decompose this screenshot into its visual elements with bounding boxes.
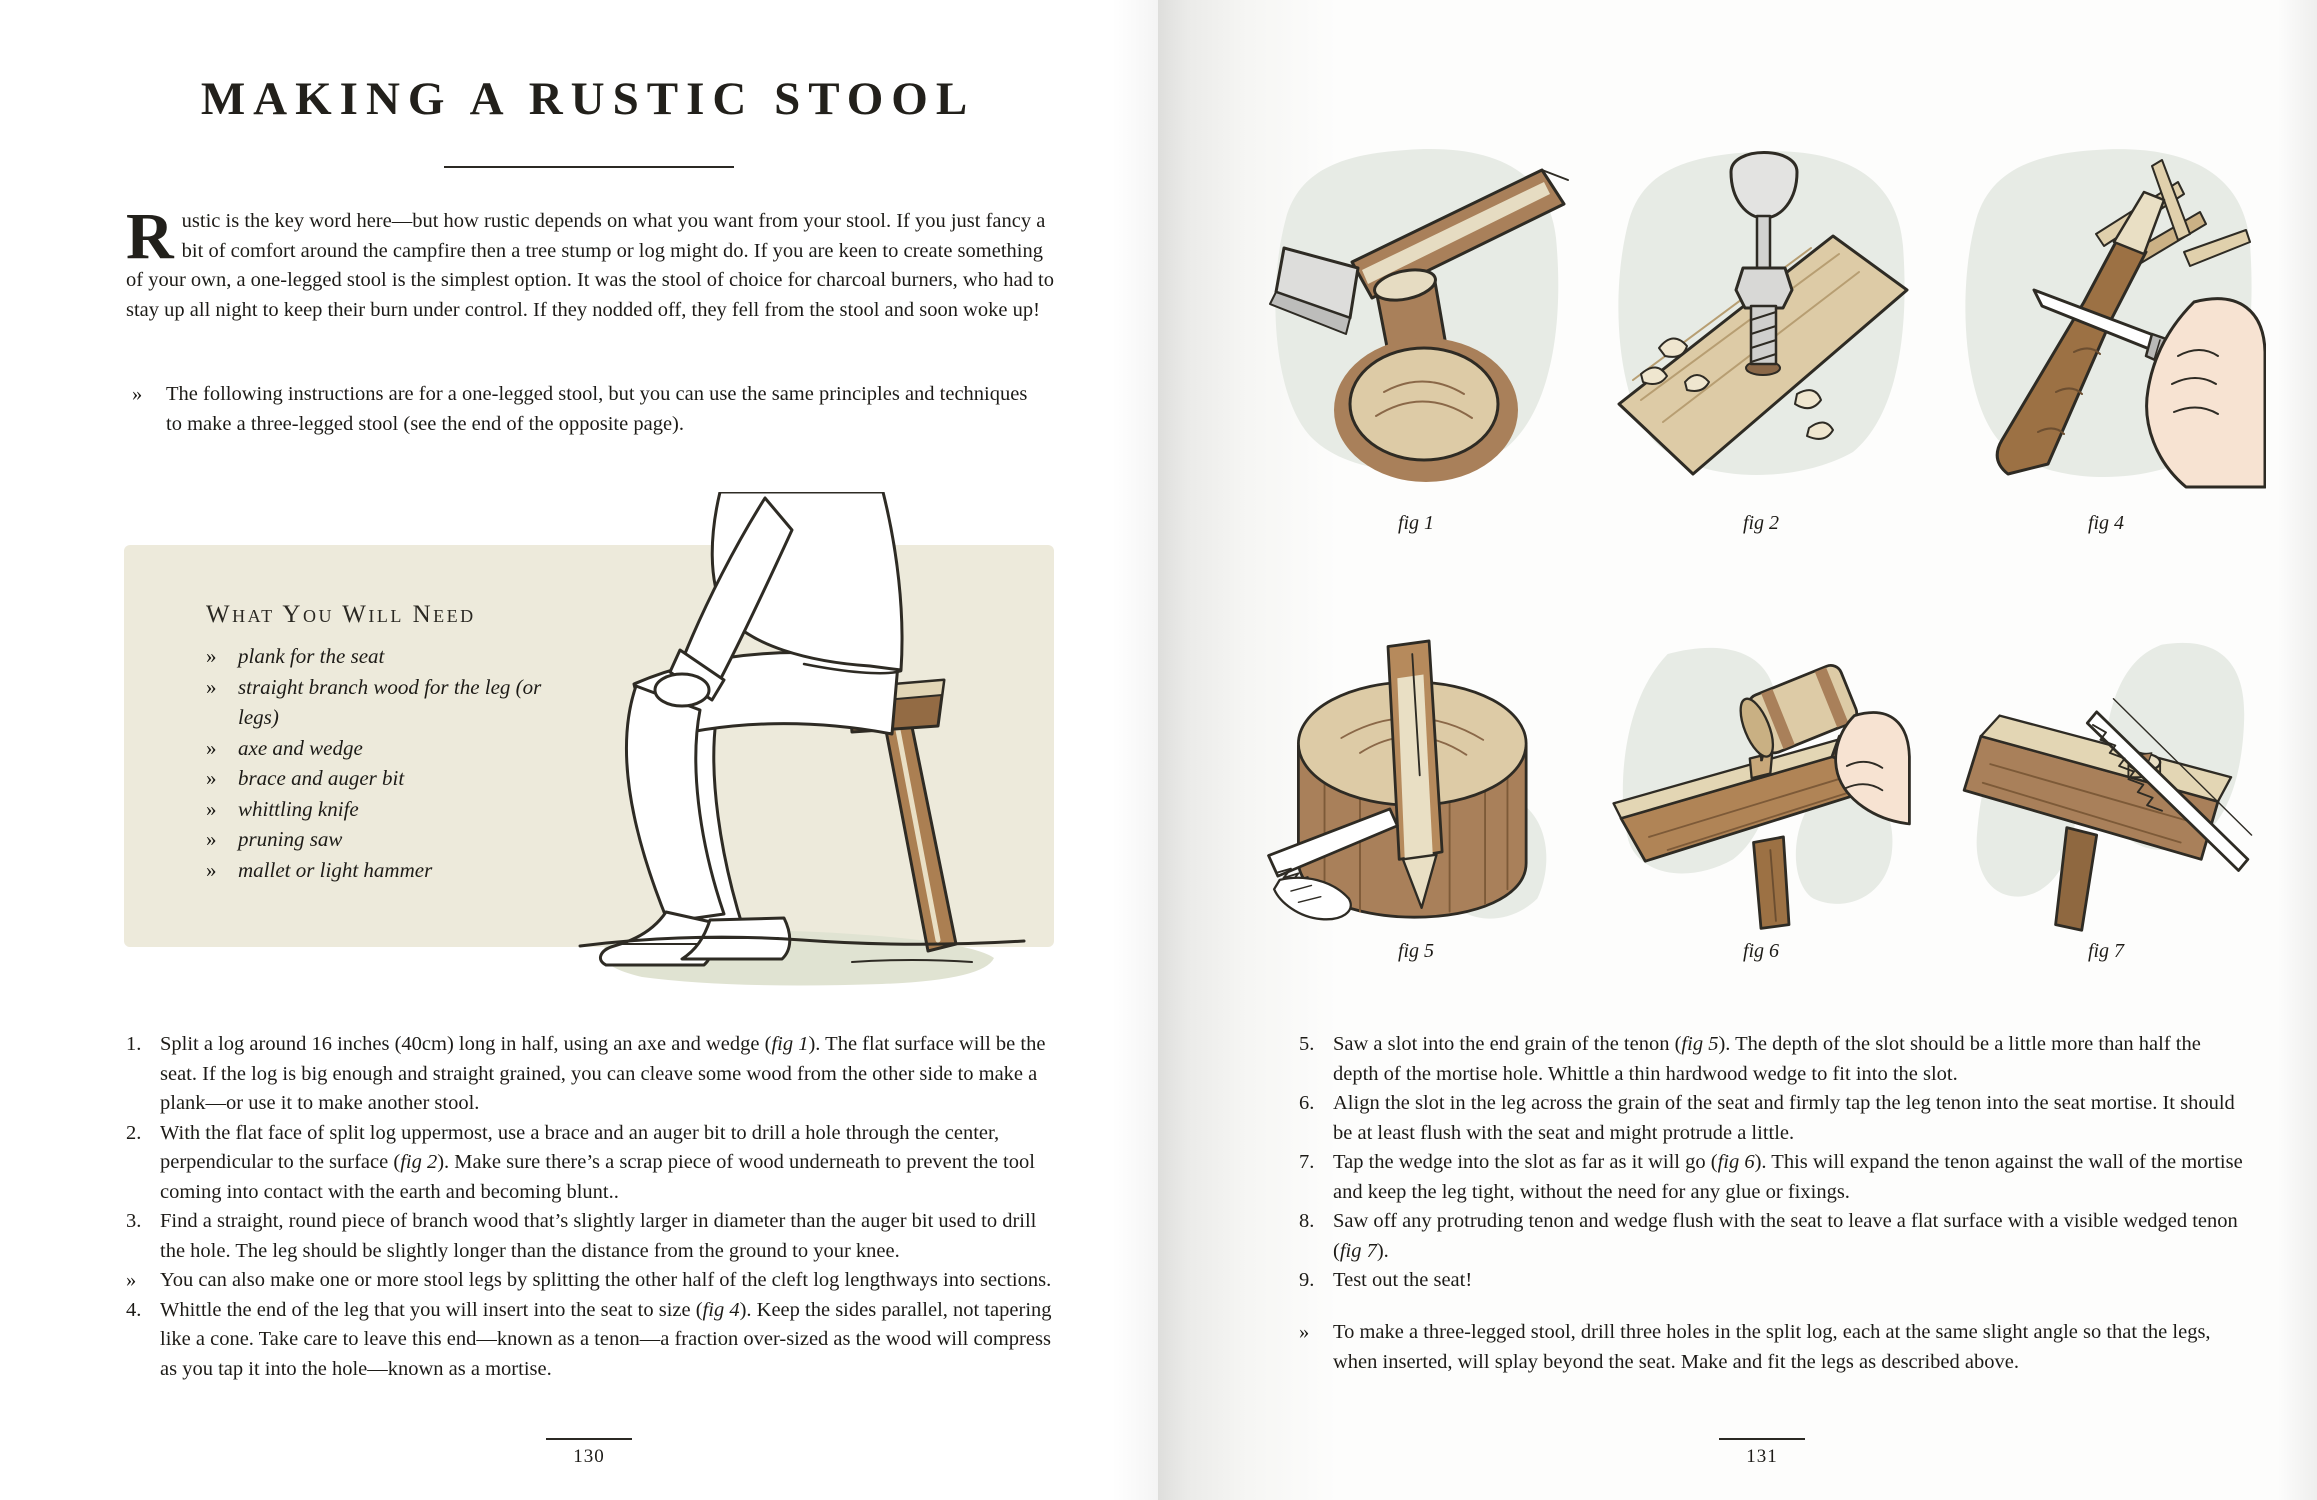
figure-1-cell xyxy=(1256,138,1576,534)
material-bullet: » xyxy=(206,827,217,851)
material-text: brace and auger bit xyxy=(238,766,405,790)
material-text: pruning saw xyxy=(238,827,343,851)
note-item xyxy=(126,1266,1054,1296)
step-item xyxy=(1299,1089,2249,1148)
material-item xyxy=(206,672,546,733)
footer-rule xyxy=(546,1438,632,1440)
page-number-left: 130 xyxy=(573,1446,605,1467)
figure-4-cell xyxy=(1946,138,2266,534)
step-number: 9. xyxy=(1299,1269,1315,1291)
step-text: Tap the wedge into the slot as far as it will go (fig 6). This will expand the tenon against the wall of the mortise and keep the leg tight, without the need for any glue or fixings. xyxy=(1333,1151,2243,1203)
step-number: 5. xyxy=(1299,1033,1315,1055)
material-bullet: » xyxy=(206,644,217,668)
step-number: 1. xyxy=(126,1033,142,1055)
material-text: whittling knife xyxy=(238,796,359,821)
intro-text: ustic is the key word here—but how rustic depends on what you want from your stool. If you just fancy a bit of comfort around the campfire then a tree stump or log might do. If you are keen to create something of your own, a one-legged stool is the simplest option. It was the stool of choice for charcoal burners, who had to stay up all night to keep their burn under control. If they nodded off, they fell from the stool and soon woke up! xyxy=(126,210,1054,321)
material-text: straight branch wood for the leg (or legs) xyxy=(238,674,542,729)
step-text: Whittle the end of the leg that you will insert into the seat to size (fig 4). Keep the sides parallel, not tapering like a cone. Take care to leave this end—known as a tenon—a fraction over-sized as the wood will compress as you tap it into the hole—known as a mortise. xyxy=(160,1298,1052,1380)
material-text: plank for the seat xyxy=(238,644,385,668)
figure-6-cell xyxy=(1601,626,1921,962)
fig-2-caption: fig 2 xyxy=(1742,512,1780,534)
material-item xyxy=(206,855,546,886)
fig-4-image whittling-knife-illustration xyxy=(1946,138,2266,506)
step-number: » xyxy=(126,1269,137,1291)
person-on-one-legged-stool-illustration xyxy=(552,492,1057,1017)
material-bullet: » xyxy=(206,674,217,699)
material-item xyxy=(206,763,546,794)
step-item xyxy=(126,1030,1054,1119)
material-text: axe and wedge xyxy=(238,735,363,760)
material-item xyxy=(206,641,546,672)
note-text: To make a three-legged stool, drill three holes in the split log, each at the same slight angle so that the legs, when inserted, will splay beyond the seat. Make and fit the legs as described above. xyxy=(1333,1321,2211,1373)
fig-5-caption: fig 5 xyxy=(1397,940,1435,962)
step-item xyxy=(1299,1030,2249,1089)
three-legged-stool-note xyxy=(1299,1318,2245,1377)
material-text: mallet or light hammer xyxy=(238,857,433,882)
material-item xyxy=(206,733,546,764)
left-page xyxy=(0,0,1158,1500)
step-item xyxy=(1299,1207,2249,1266)
figure-5-cell xyxy=(1256,626,1576,962)
step-number: 8. xyxy=(1299,1210,1315,1232)
fig-6-image mallet-tapping-wedge-illustration xyxy=(1601,626,1921,934)
material-item xyxy=(206,794,546,825)
step-text: Saw off any protruding tenon and wedge flush with the seat to leave a flat surface with a visible wedged tenon (fig 7). xyxy=(1333,1210,2238,1262)
material-bullet: » xyxy=(206,796,217,821)
fig-1-image axe-in-log-illustration xyxy=(1256,138,1576,506)
step-item xyxy=(1299,1148,2249,1207)
materials-list xyxy=(206,641,546,885)
note-marker: » xyxy=(1299,1321,1310,1343)
step-number: 6. xyxy=(1299,1092,1315,1114)
left-steps-list xyxy=(126,1030,1054,1384)
step-number: 4. xyxy=(126,1298,142,1321)
figure-7-cell xyxy=(1946,626,2266,962)
step-item xyxy=(126,1296,1054,1385)
material-bullet: » xyxy=(206,857,217,882)
material-item xyxy=(206,824,546,855)
material-bullet: » xyxy=(206,735,217,760)
step-number: 3. xyxy=(126,1210,142,1232)
drop-cap: R xyxy=(126,200,174,273)
step-text: Align the slot in the leg across the grain of the seat and firmly tap the leg tenon into the seat mortise. It should be at least flush with the seat and might protrude a little. xyxy=(1333,1092,2235,1144)
fig-7-caption: fig 7 xyxy=(2087,940,2125,962)
step-text: Test out the seat! xyxy=(1333,1269,1473,1291)
right-steps-list xyxy=(1299,1030,2249,1296)
materials-heading: What You Will Need xyxy=(206,601,476,628)
fig-1-caption: fig 1 xyxy=(1397,512,1435,534)
step-number: 2. xyxy=(126,1121,142,1144)
intro-note xyxy=(132,380,1032,439)
page-title: MAKING A RUSTIC STOOL xyxy=(200,73,976,125)
intro-paragraph xyxy=(126,200,1054,325)
step-item xyxy=(126,1207,1054,1266)
step-text: With the flat face of split log uppermost, use a brace and an auger bit to drill a hole through the center, perpendicular to the surface (fig 2). Make sure there’s a scrap piece of wood underneath to prevent the tool coming into contact with the earth and becoming blunt.. xyxy=(160,1121,1035,1203)
footer-rule xyxy=(1719,1438,1805,1440)
step-item xyxy=(1299,1266,2249,1296)
step-number: 7. xyxy=(1299,1151,1315,1173)
step-item xyxy=(126,1119,1054,1208)
step-text: Find a straight, round piece of branch wood that’s slightly larger in diameter than the auger bit used to drill the hole. The leg should be slightly longer than the distance from the ground to your knee. xyxy=(160,1210,1037,1262)
fig-6-caption: fig 6 xyxy=(1742,940,1780,962)
left-page-footer xyxy=(529,1438,649,1468)
fig-2-image auger-drilling-illustration xyxy=(1601,138,1921,506)
note-marker: » xyxy=(132,383,143,405)
title-underline xyxy=(444,166,734,168)
fig-7-image sawing-tenon-flush-illustration xyxy=(1946,626,2266,934)
fig-5-image sawing-slot-on-stump-illustration xyxy=(1256,626,1576,934)
fig-4-caption: fig 4 xyxy=(2087,512,2125,534)
step-text: Split a log around 16 inches (40cm) long in half, using an axe and wedge (fig 1). The flat surface will be the seat. If the log is big enough and straight grained, you can cleave some wood from the other side to make a plank—or use it to make another stool. xyxy=(160,1033,1046,1114)
page-number-right: 131 xyxy=(1746,1446,1778,1467)
step-text: Saw a slot into the end grain of the tenon (fig 5). The depth of the slot should be a little more than half the depth of the mortise hole. Whittle a thin hardwood wedge to fit into the slot. xyxy=(1333,1033,2201,1085)
figure-2-cell xyxy=(1601,138,1921,534)
step-text: You can also make one or more stool legs by splitting the other half of the cleft log lengthways into sections. xyxy=(160,1269,1052,1291)
right-page-footer xyxy=(1702,1438,1822,1468)
note-text: The following instructions are for a one-legged stool, but you can use the same principles and techniques to make a three-legged stool (see the end of the opposite page). xyxy=(166,383,1028,435)
material-bullet: » xyxy=(206,766,217,790)
page-edge-shadow xyxy=(2277,0,2317,1500)
sitting-illustration-svg xyxy=(552,492,1057,1017)
